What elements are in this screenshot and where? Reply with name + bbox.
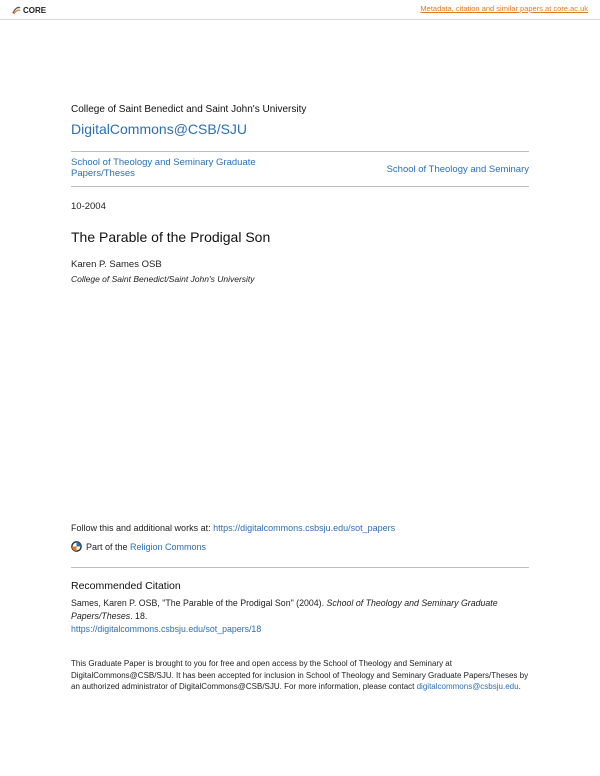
core-logo[interactable] [12, 4, 46, 16]
follow-text: Follow this and additional works at: [71, 523, 214, 533]
citation-number: . 18. [130, 611, 148, 621]
divider-citation [71, 567, 529, 568]
citation-text [71, 597, 529, 636]
core-logo-icon [12, 6, 21, 15]
contact-email-link[interactable]: digitalcommons@csbsju.edu [416, 682, 519, 691]
series-link-graduate-papers[interactable]: School of Theology and Seminary Graduate Papers/Theses [71, 157, 256, 179]
access-statement [71, 658, 529, 693]
author-name: Karen P. Sames OSB [71, 259, 162, 270]
bepress-commons-icon [71, 541, 82, 552]
publication-date: 10-2004 [71, 201, 106, 212]
paper-title: The Parable of the Prodigal Son [71, 229, 271, 245]
core-top-bar [0, 0, 600, 20]
series-link-school[interactable]: School of Theology and Seminary [386, 164, 529, 175]
part-of-line [71, 541, 206, 552]
author-affiliation: College of Saint Benedict/Saint John's University [71, 274, 255, 284]
core-logo-text: CORE [23, 5, 47, 15]
follow-line [71, 523, 395, 533]
core-metadata-link[interactable]: Metadata, citation and similar papers at core.ac.uk [420, 4, 588, 13]
access-statement-end: . [518, 682, 521, 691]
recommended-citation-heading: Recommended Citation [71, 580, 181, 592]
divider-series [71, 186, 529, 187]
divider-top [71, 151, 529, 152]
repository-link[interactable]: DigitalCommons@CSB/SJU [71, 121, 248, 137]
citation-series: School of Theology and Seminary Graduate Papers/Theses [71, 598, 498, 621]
citation-url-link[interactable]: https://digitalcommons.csbsju.edu/sot_papers/18 [71, 624, 262, 634]
follow-url-link[interactable]: https://digitalcommons.csbsju.edu/sot_papers [213, 523, 396, 533]
part-of-text: Part of the [86, 541, 131, 552]
access-statement-text: This Graduate Paper is brought to you for free and open access by the School of Theology and Seminary at DigitalCommons@CSB/SJU. It has been accepted for inclusion in School of Theology and Seminary Graduate Papers/Theses by an authorized administrator of DigitalCommons@CSB/SJU. For more information, please contact [71, 659, 529, 691]
institution-name: College of Saint Benedict and Saint John's University [71, 104, 307, 115]
religion-commons-link[interactable]: Religion Commons [130, 541, 207, 552]
citation-body: Sames, Karen P. OSB, "The Parable of the Prodigal Son" (2004). [71, 598, 327, 608]
